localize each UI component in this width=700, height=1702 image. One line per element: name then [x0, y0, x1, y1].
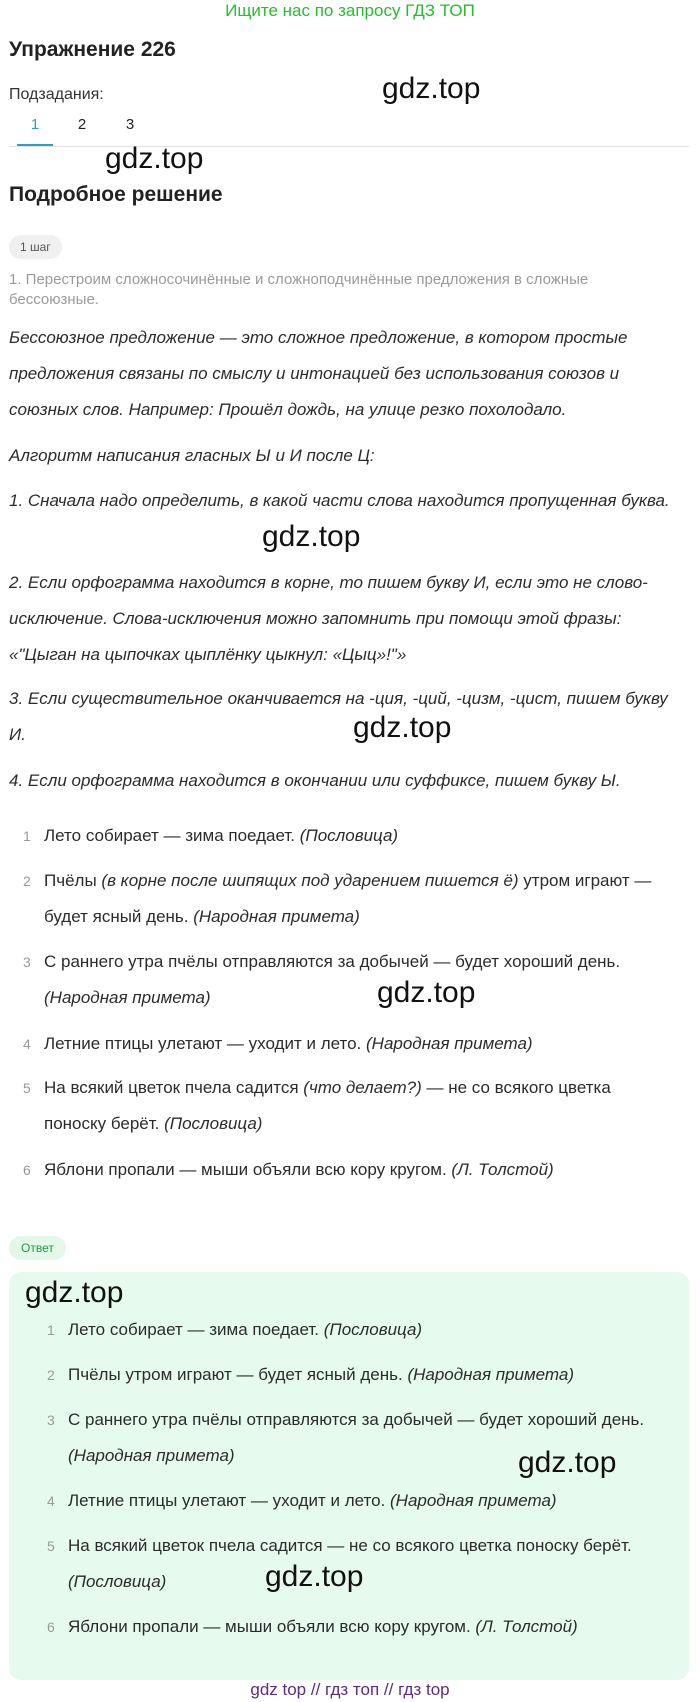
item-text: Пчёлы [44, 871, 102, 890]
item-text: Пчёлы утром играют — будет ясный день. [68, 1365, 408, 1384]
item-text: Яблони пропали — мыши объяли всю кору кругом. [68, 1617, 476, 1636]
tab-3[interactable]: 3 [125, 116, 135, 133]
watermark: gdz.top [353, 711, 452, 744]
item-number: 2 [23, 873, 31, 889]
watermark: gdz.top [377, 976, 476, 1009]
item-text: утром играют — будет ясный день. [44, 871, 652, 926]
algorithm-step-2: 2. Если орфограмма находится в корне, то пишем букву И, если это не слово-исключение. Слова-исключения можно запомнить при помощи этой фразы: «"Цыган на цыпочках цыплёнку цыкнул: «Цыц»!"» [9, 573, 648, 664]
item-source: (Народная примета) [193, 907, 360, 926]
item-comment: (в корне после шипящих под ударением пишется ё) [101, 871, 519, 890]
watermark: gdz.top [518, 1446, 617, 1479]
item-source: (Народная примета) [390, 1491, 557, 1510]
definition-paragraph: Бессоюзное предложение — это сложное предложение, в котором простые предложения связаны по смыслу и интонацией без использования союзов и союзных слов. Например: Прошёл дождь, на улице резко похолодало. [9, 328, 628, 419]
item-number: 4 [47, 1493, 55, 1509]
item-number: 2 [47, 1367, 55, 1383]
footer-link-gdz-top-ru[interactable]: гдз топ [325, 1680, 380, 1699]
item-text: Летние птицы улетают — уходит и лето. [68, 1491, 390, 1510]
algorithm-step-4: 4. Если орфограмма находится в окончании или суффиксе, пишем букву Ы. [9, 771, 621, 790]
subtasks-label: Подзадания: [9, 86, 104, 103]
item-number: 5 [47, 1538, 55, 1554]
watermark: gdz.top [105, 142, 204, 175]
item-text: На всякий цветок пчела садится [44, 1078, 304, 1097]
algorithm-step-3: 3. Если существительное оканчивается на -ция, -ций, -цизм, -цист, пишем букву И. [9, 689, 668, 744]
footer-link-gdz-top[interactable]: gdz top [250, 1680, 307, 1699]
search-hint-link[interactable]: Ищите нас по запросу ГДЗ ТОП [225, 1, 475, 20]
algorithm-step-1: 1. Сначала надо определить, в какой части слова находится пропущенная буква. [9, 491, 670, 510]
item-number: 6 [23, 1162, 31, 1178]
item-text: Лето собирает — зима поедает. [44, 826, 300, 845]
tab-2[interactable]: 2 [77, 116, 87, 133]
item-source: (Народная примета) [407, 1365, 575, 1384]
item-comment: (что делает?) [303, 1078, 422, 1097]
item-source: (Пословица) [164, 1114, 263, 1133]
item-source: (Пословица) [323, 1320, 423, 1339]
footer-separator: // [306, 1680, 326, 1699]
footer-separator: // [379, 1680, 399, 1699]
item-source: (Народная примета) [366, 1034, 533, 1053]
item-source: (Народная примета) [68, 1446, 235, 1465]
item-source: (Пословица) [299, 826, 399, 845]
item-text: Яблони пропали — мыши объяли всю кору кругом. [44, 1160, 452, 1179]
item-source: (Пословица) [68, 1572, 167, 1591]
watermark: gdz.top [382, 72, 481, 105]
algorithm-title: Алгоритм написания гласных Ы и И после Ц: [9, 446, 375, 465]
item-number: 3 [47, 1412, 55, 1428]
footer-link-gdz-top-mixed[interactable]: гдз top [398, 1680, 450, 1699]
footer-links [0, 1680, 700, 1700]
item-source: (Л. Толстой) [475, 1617, 578, 1636]
page-title: Упражнение 226 [9, 38, 176, 61]
step-badge: 1 шаг [9, 235, 62, 259]
item-text: На всякий цветок пчела садится — не со всякого цветка поноску берёт. [68, 1536, 632, 1555]
item-text: С раннего утра пчёлы отправляются за добычей — будет хороший день. [68, 1410, 645, 1429]
item-number: 6 [47, 1619, 55, 1635]
solution-heading: Подробное решение [9, 183, 223, 206]
tab-1[interactable]: 1 [17, 116, 53, 146]
task-note: 1. Перестроим сложносочинённые и сложноподчинённые предложения в сложные бессоюзные. [9, 271, 589, 308]
watermark: gdz.top [265, 1560, 364, 1593]
item-source: (Л. Толстой) [451, 1160, 554, 1179]
item-text: — не со всякого цветка поноску берёт. [44, 1078, 611, 1133]
item-number: 1 [23, 828, 31, 844]
answer-badge: Ответ [9, 1236, 66, 1260]
item-text: Летние птицы улетают — уходит и лето. [44, 1034, 366, 1053]
item-number: 5 [23, 1080, 31, 1096]
item-text: С раннего утра пчёлы отправляются за добычей — будет хороший день. [44, 952, 621, 971]
item-source: (Народная примета) [44, 988, 211, 1007]
item-number: 4 [23, 1036, 31, 1052]
item-number: 1 [47, 1322, 55, 1338]
item-text: Лето собирает — зима поедает. [68, 1320, 324, 1339]
watermark: gdz.top [25, 1276, 124, 1309]
watermark: gdz.top [262, 520, 361, 553]
item-number: 3 [23, 954, 31, 970]
